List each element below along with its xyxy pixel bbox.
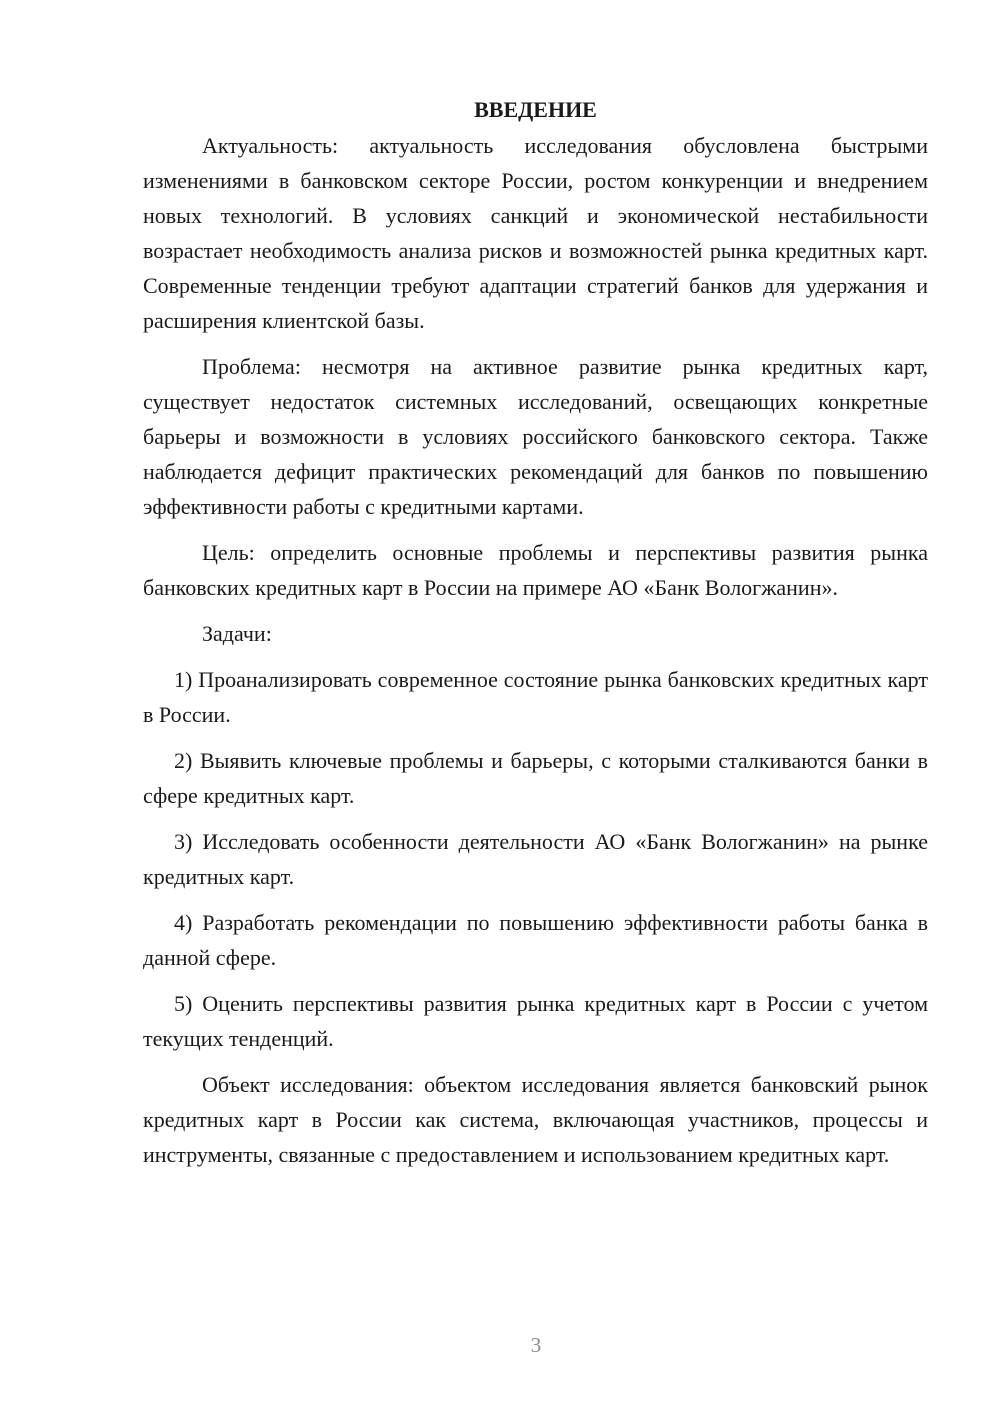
section-title: ВВЕДЕНИЕ — [474, 97, 597, 122]
task-item: 4) Разработать рекомендации по повышению эффективности работы банка в данной сфере. — [143, 910, 928, 970]
page-number: 3 — [530, 1333, 542, 1357]
relevance-paragraph: Актуальность: актуальность исследования обусловлена быстрыми изменениями в банковском секторе России, ростом конкуренции и внедрением новых технологий. В условиях санкций и экономической нестабильности возрастает необходимость анализа рисков и возможностей рынка кредитных карт. Современные тенденции требуют адаптации стратегий банков для удержания и расширения клиентской базы. — [143, 133, 928, 333]
document-page — [143, 92, 928, 1172]
object-paragraph: Объект исследования: объектом исследования является банковский рынок кредитных карт в России как система, включающая участников, процессы и инструменты, связанные с предоставлением и использованием кредитных карт. — [143, 1072, 928, 1167]
tasks-label: Задачи: — [202, 621, 272, 646]
task-item: 1) Проанализировать современное состояние рынка банковских кредитных карт в России. — [143, 667, 928, 727]
task-item: 5) Оценить перспективы развития рынка кредитных карт в России с учетом текущих тенденций. — [143, 991, 928, 1051]
tasks-list — [143, 662, 928, 1056]
task-item: 3) Исследовать особенности деятельности АО «Банк Вологжанин» на рынке кредитных карт. — [143, 829, 928, 889]
goal-paragraph: Цель: определить основные проблемы и перспективы развития рынка банковских кредитных карт в России на примере АО «Банк Вологжанин». — [143, 540, 928, 600]
task-item: 2) Выявить ключевые проблемы и барьеры, с которыми сталкиваются банки в сфере кредитных карт. — [143, 748, 928, 808]
problem-paragraph: Проблема: несмотря на активное развитие рынка кредитных карт, существует недостаток системных исследований, освещающих конкретные барьеры и возможности в условиях российского банковского сектора. Также наблюдается дефицит практических рекомендаций для банков по повышению эффективности работы с кредитными картами. — [143, 354, 928, 519]
